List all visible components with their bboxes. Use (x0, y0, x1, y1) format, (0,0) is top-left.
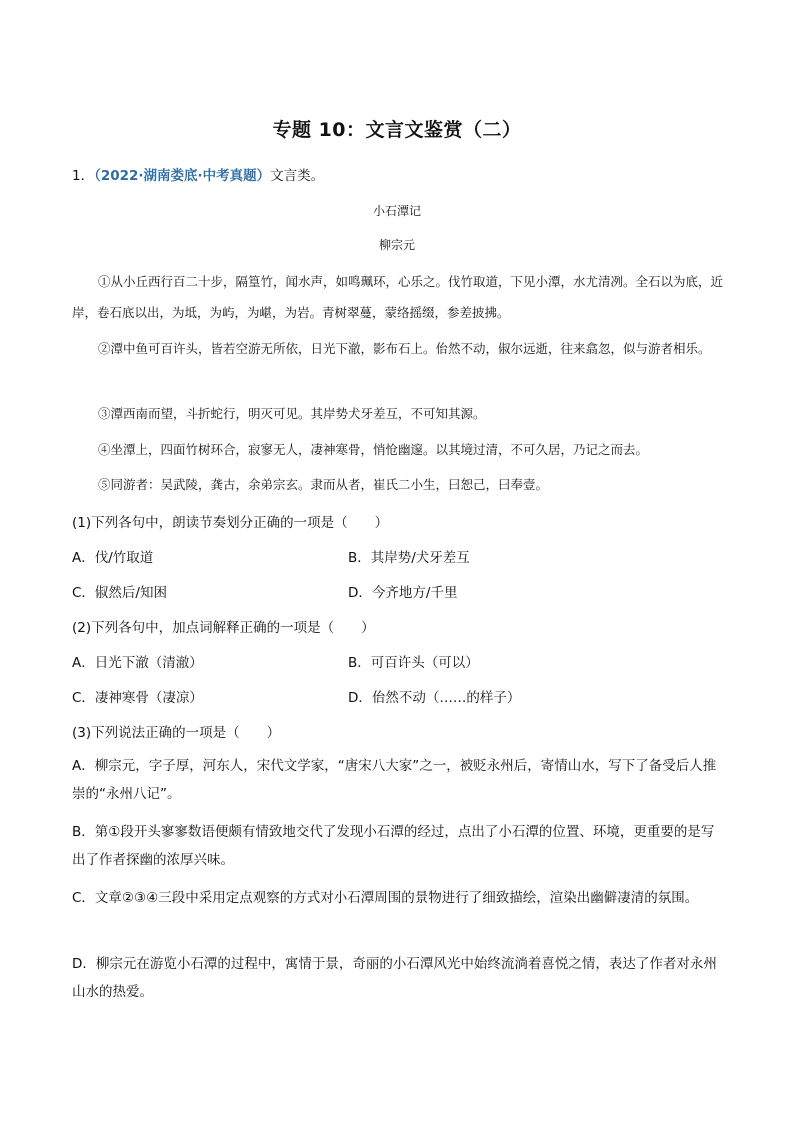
subquestion-1-option-a: A．伐/竹取道 (72, 550, 154, 566)
subquestion-2-option-c: C．凄神寒骨（凄凉） (72, 690, 203, 706)
passage-author: 柳宗元 (378, 238, 415, 252)
subquestion-2-stem: (2)下列各句中，加点词解释正确的一项是（ ） (72, 620, 375, 636)
subquestion-2-option-a: A．日光下澈（清澈） (72, 655, 203, 671)
question-header (72, 164, 324, 184)
subquestion-2-option-d: D．佁然不动（……的样子） (348, 690, 521, 706)
subquestion-3-option-d: D．柳宗元在游览小石潭的过程中，寓情于景，奇丽的小石潭风光中始终流淌着喜悦之情，表达了作者对永州山水的热爱。 (72, 956, 717, 1000)
subquestion-1-option-c: C．俶然后/知困 (72, 585, 167, 601)
subquestion-1-stem: (1)下列各句中，朗读节奏划分正确的一项是（ ） (72, 515, 389, 531)
passage-paragraph-1: ①从小丘西行百二十步，隔篁竹，闻水声，如鸣珮环，心乐之。伐竹取道，下见小潭，水尤清冽。全石以为底，近岸，卷石底以出，为坻，为屿，为嵁，为岩。青树翠蔓，蒙络摇缀，参差披拂。 (72, 274, 724, 320)
question-intro: 文言类。 (270, 168, 325, 184)
subquestion-3-option-c: C．文章②③④三段中采用定点观察的方式对小石潭周围的景物进行了细致描绘，渲染出幽僻凄清的氛围。 (72, 890, 699, 906)
passage-title: 小石潭记 (372, 204, 421, 218)
question-source: （2022·湖南娄底·中考真题） (94, 168, 271, 184)
passage-paragraph-4: ④坐潭上，四面竹树环合，寂寥无人，凄神寒骨，悄怆幽邃。以其境过清，不可久居，乃记之而去。 (98, 442, 649, 457)
subquestion-3-option-b: B．第①段开头寥寥数语便颇有情致地交代了发现小石潭的经过，点出了小石潭的位置、环境，更重要的是写出了作者探幽的浓厚兴味。 (72, 824, 715, 868)
page-title: 专题 10：文言文鉴赏（二） (272, 119, 522, 141)
subquestion-1-option-d: D．今齐地方/千里 (348, 585, 458, 601)
passage-paragraph-5: ⑤同游者：吴武陵，龚古，余弟宗玄。隶而从者，崔氏二小生，曰恕己，曰奉壹。 (98, 477, 549, 492)
subquestion-2-option-b: B．可百许头（可以） (348, 655, 479, 671)
subquestion-3-option-a: A．柳宗元，字子厚，河东人，宋代文学家，“唐宋八大家”之一，被贬永州后，寄情山水，写下了备受后人推崇的“永州八记”。 (72, 758, 717, 802)
passage-paragraph-2: ②潭中鱼可百许头，皆若空游无所依，日光下澈，影布石上。佁然不动，俶尔远逝，往来翕忽，似与游者相乐。 (98, 341, 711, 356)
question-number: 1． (72, 168, 95, 184)
subquestion-1-option-b: B．其岸势/犬牙差互 (348, 550, 470, 566)
passage-paragraph-3: ③潭西南而望，斗折蛇行，明灭可见。其岸势犬牙差互，不可知其源。 (98, 406, 486, 421)
subquestion-3-stem: (3)下列说法正确的一项是（ ） (72, 725, 281, 741)
